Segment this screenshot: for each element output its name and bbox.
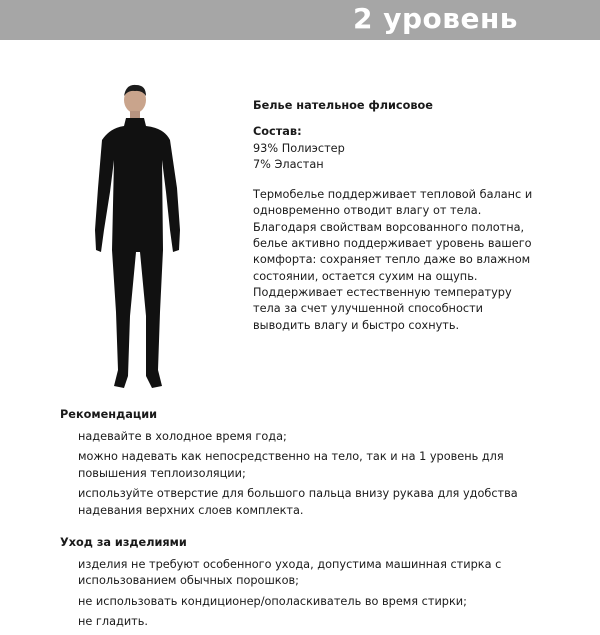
description-line: Поддерживает естественную температуру [253,285,512,299]
description-line: тела за счет улучшенной способности [253,302,483,316]
recommendations-heading: Рекомендации [60,408,158,421]
list-item: изделия не требуют особенного ухода, допустима машинная стирка с использованием обычных порошков; [78,558,502,588]
care-section [60,536,518,635]
recommendations-section [60,408,518,523]
description-line: комфорта: сохраняет тепло даже во влажном [253,253,531,267]
product-title: Белье нательное флисовое [253,99,433,112]
list-item: можно надевать как непосредственно на тело, так и на 1 уровень для повышения теплоизоляции; [78,450,504,480]
product-info [253,98,533,334]
composition-heading: Состав: [253,125,302,139]
description-line: Термобелье поддерживает тепловой баланс и [253,188,533,202]
product-description [253,187,533,334]
care-list [60,557,518,631]
list-item: не гладить. [78,615,148,629]
list-item: надевайте в холодное время года; [78,430,287,443]
composition-item: 93% Полиэстер [253,141,345,155]
header-bar [0,0,600,40]
model-figure [80,80,200,400]
description-line: выводить влагу и быстро сохнуть. [253,318,460,332]
level-title: 2 уровень [352,2,518,35]
recommendations-list [60,429,518,519]
description-line: Благодаря свойствам ворсованного полотна, [253,220,525,234]
description-line: одновременно отводит влагу от тела. [253,204,482,218]
list-item: используйте отверстие для большого пальца внизу рукава для удобства надевания верхних слоев комплекта. [78,487,518,517]
description-line: состоянии, остается сухим на ощупь. [253,269,478,283]
fleece-garment [95,118,180,388]
model-head [124,85,146,119]
list-item: не использовать кондиционер/ополаскиватель во время стирки; [78,594,467,608]
care-heading: Уход за изделиями [60,536,187,549]
composition-item: 7% Эластан [253,157,324,171]
description-line: белье активно поддерживает уровень вашего [253,237,532,251]
